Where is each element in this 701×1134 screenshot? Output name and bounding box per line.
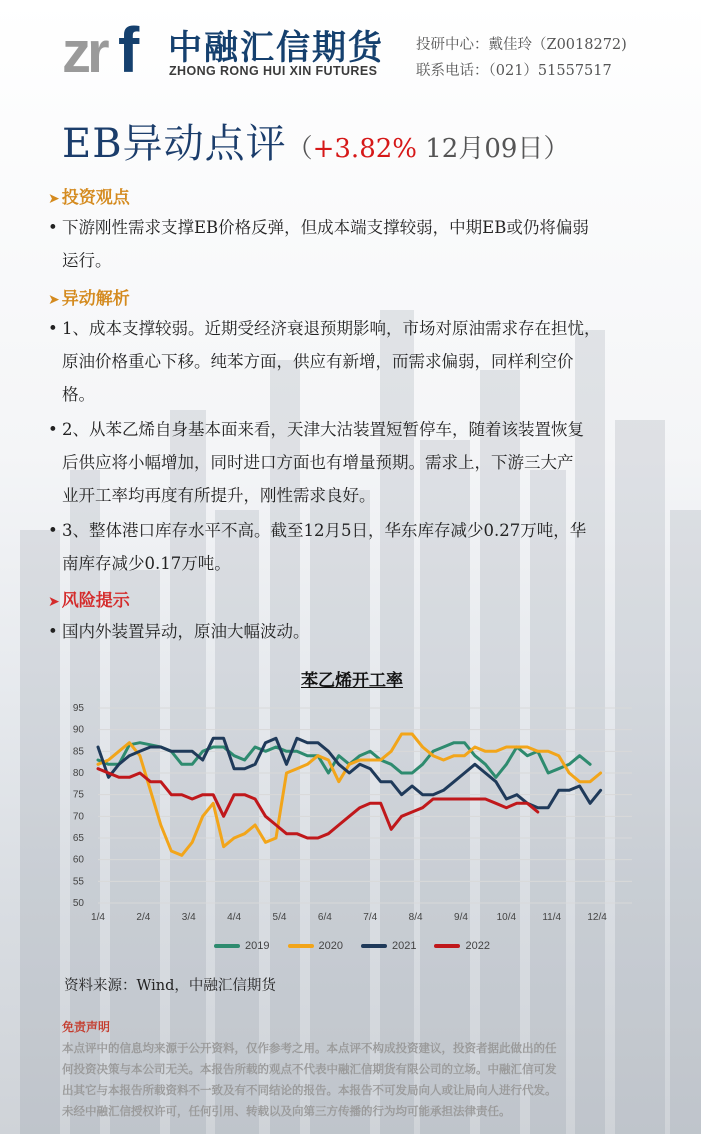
list-item: [48, 615, 663, 648]
x-tick-label: 12/4: [587, 912, 607, 923]
source-note: 资料来源：Wind，中融汇信期货: [64, 978, 276, 994]
header: [0, 0, 701, 96]
chart-plot: [62, 690, 642, 965]
y-tick-label: 75: [72, 789, 84, 801]
x-tick-label: 1/4: [91, 912, 105, 923]
title-change-pct: +3.82%: [312, 134, 417, 164]
y-tick-label: 95: [72, 703, 84, 714]
x-tick-label: 9/4: [454, 912, 468, 923]
x-tick-label: 5/4: [272, 912, 287, 923]
page-title: [62, 112, 569, 169]
bullet-line: 3、整体港口库存水平不高。截至12月5日，华东库存减少0.27万吨，华: [62, 521, 587, 540]
x-tick-label: 7/4: [363, 912, 378, 923]
contact-phone: 联系电话：（021）51557517: [416, 63, 612, 79]
section-label: 投资观点: [61, 188, 130, 208]
title-paren-open: （: [286, 134, 313, 164]
disclaimer-line: 何投资决策与本公司无关。本报告所载的观点不代表中融汇信期货有限公司的立场。中融汇信可发: [62, 1062, 557, 1076]
legend-swatch: [434, 944, 460, 948]
x-tick-label: 8/4: [408, 912, 423, 923]
y-tick-label: 60: [72, 854, 84, 866]
section-label: 异动解析: [61, 289, 130, 309]
list-item: [48, 514, 663, 580]
company-name-cn: 中融汇信期货: [168, 28, 384, 68]
legend-swatch: [361, 944, 387, 948]
list-item: [48, 312, 663, 411]
bullet-dot: •: [48, 420, 58, 439]
bullet-dot: •: [48, 319, 58, 338]
series-line-2022: [98, 769, 538, 838]
legend-item: [434, 940, 489, 952]
bullet-line: 原油价格重心下移。纯苯方面，供应有新增，而需求偏弱，同样利空价: [62, 352, 574, 371]
disclaimer-line: 出其它与本报告所载资料不一致及有不同结论的报告。本报告不可发局向人或让局向人进行代发。: [62, 1083, 557, 1097]
x-tick-label: 4/4: [227, 912, 242, 923]
bullet-line: 下游刚性需求支撑EB价格反弹，但成本端支撑较弱，中期EB或仍将偏弱: [62, 218, 589, 237]
disclaimer-line: 未经中融汇信授权许可，任何引用、转载以及向第三方传播的行为均可能承担法律责任。: [62, 1104, 511, 1118]
y-tick-label: 90: [72, 724, 84, 736]
bullet-line: 格。: [62, 385, 95, 404]
y-tick-label: 65: [72, 833, 84, 844]
list-item: [48, 211, 663, 277]
legend-label: 2021: [392, 940, 417, 952]
company-logo-icon: [60, 14, 160, 80]
bullet-dot: •: [48, 218, 58, 237]
y-tick-label: 70: [72, 811, 84, 823]
arrow-icon: ➤: [48, 191, 60, 207]
list-item: [48, 413, 663, 512]
disclaimer-title: 免责声明: [62, 1020, 111, 1034]
section-investment-view: [48, 183, 130, 208]
contact-person: 投研中心：戴佳玲（Z0018272): [416, 37, 627, 53]
legend-swatch: [288, 944, 314, 948]
legend-item: [361, 940, 416, 952]
section-risk-warning: [48, 586, 130, 611]
legend-label: 2019: [245, 940, 270, 952]
x-tick-label: 3/4: [181, 912, 196, 923]
arrow-icon: ➤: [48, 292, 60, 308]
y-tick-label: 85: [72, 746, 84, 758]
x-tick-label: 10/4: [496, 912, 517, 923]
bullet-line: 1、成本支撑较弱。近期受经济衰退预期影响，市场对原油需求存在担忧，: [62, 319, 601, 338]
arrow-icon: ➤: [48, 594, 60, 610]
bullet-line: 运行。: [62, 251, 112, 270]
x-tick-label: 6/4: [317, 912, 332, 923]
legend-item: [288, 940, 343, 952]
legend-label: 2020: [318, 940, 343, 952]
disclaimer-line: 本点评中的信息均来源于公开资料，仅作参考之用。本点评不构成投资建议，投资者据此做出的任: [62, 1041, 557, 1055]
y-tick-label: 50: [72, 898, 84, 909]
legend-item: [214, 940, 269, 952]
title-paren-close: ）: [543, 134, 570, 164]
bullet-line: 业开工率均再度有所提升，刚性需求良好。: [62, 486, 376, 505]
x-tick-label: 11/4: [542, 912, 562, 923]
disclaimer-text: [62, 1038, 642, 1122]
section-move-analysis: [48, 284, 130, 309]
bullet-line: 后供应将小幅增加，同时进口方面也有增量预期。需求上，下游三大产: [62, 453, 574, 472]
svg-text:zr: zr: [62, 20, 106, 80]
y-tick-label: 80: [72, 768, 84, 779]
bullet-line: 2、从苯乙烯自身基本面来看，天津大沽装置短暂停车，随着该装置恢复: [62, 420, 584, 439]
chart-title: 苯乙烯开工率: [301, 671, 403, 691]
x-tick-label: 2/4: [136, 912, 151, 923]
section-label: 风险提示: [61, 591, 130, 611]
chart-legend: [62, 940, 642, 952]
contact-info: [416, 32, 627, 84]
bullet-line: 国内外装置异动，原油大幅波动。: [62, 622, 310, 641]
svg-text:f: f: [118, 14, 140, 80]
styrene-operating-rate-chart: [62, 660, 642, 970]
bullet-line: 南库存减少0.17万吨。: [62, 554, 231, 573]
title-main: EB异动点评: [62, 121, 287, 167]
y-tick-label: 55: [72, 876, 84, 888]
legend-label: 2022: [465, 940, 490, 952]
bullet-dot: •: [48, 521, 58, 540]
legend-swatch: [214, 944, 240, 948]
company-name-en: ZHONG RONG HUI XIN FUTURES: [169, 64, 378, 78]
bullet-dot: •: [48, 622, 58, 641]
title-date: 12月09日: [417, 134, 544, 164]
